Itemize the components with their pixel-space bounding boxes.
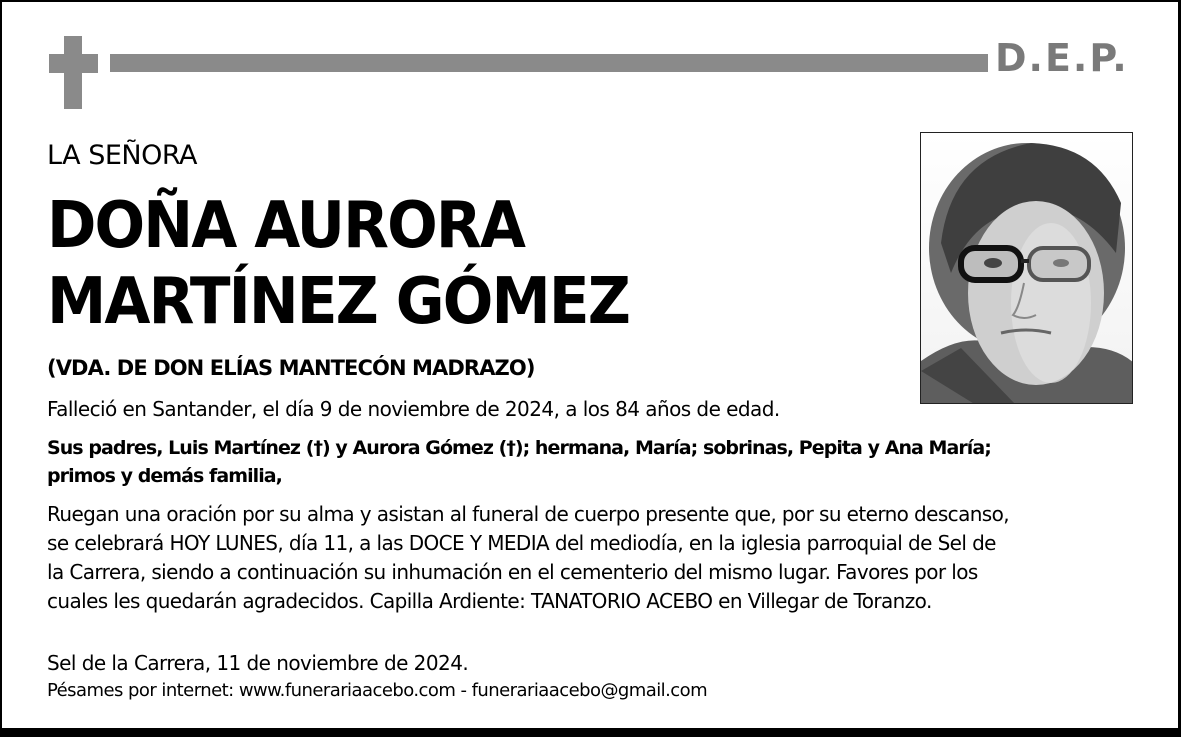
request-line: la Carrera, siendo a continuación su inhumación en el cementerio del mismo lugar. Favores por los — [47, 560, 978, 584]
portrait-photo — [920, 132, 1133, 404]
header-rule — [110, 54, 988, 72]
place-date: Sel de la Carrera, 11 de noviembre de 2024. — [47, 651, 469, 675]
deceased-name-line1: DOÑA AURORA — [47, 189, 525, 263]
request-line: cuales les quedarán agradecidos. Capilla Ardiente: TANATORIO ACEBO en Villegar de Toranzo. — [47, 589, 932, 613]
funeral-request — [47, 500, 1127, 616]
family-list — [47, 434, 1077, 490]
honorific-title: LA SEÑORA — [47, 140, 197, 171]
family-line: primos y demás familia, — [47, 465, 282, 487]
request-line: se celebrará HOY LUNES, día 11, a las DOCE Y MEDIA del mediodía, en la iglesia parroquial de Sel de — [47, 531, 996, 555]
deceased-name-line2: MARTÍNEZ GÓMEZ — [47, 265, 630, 339]
cross-icon-arm — [49, 54, 98, 73]
death-notice: Falleció en Santander, el día 9 de noviembre de 2024, a los 84 años de edad. — [47, 397, 780, 421]
request-line: Ruegan una oración por su alma y asistan al funeral de cuerpo presente que, por su eterno descanso, — [47, 502, 1010, 526]
portrait-image — [921, 133, 1133, 404]
dep-label: D.E.P. — [995, 36, 1129, 80]
family-line: Sus padres, Luis Martínez (†) y Aurora Gómez (†); hermana, María; sobrinas, Pepita y Ana María; — [47, 437, 991, 459]
widow-of: (VDA. DE DON ELÍAS MANTECÓN MADRAZO) — [47, 356, 535, 380]
condolences-contact: Pésames por internet: www.funerariaacebo.com - funerariaacebo@gmail.com — [47, 680, 708, 701]
